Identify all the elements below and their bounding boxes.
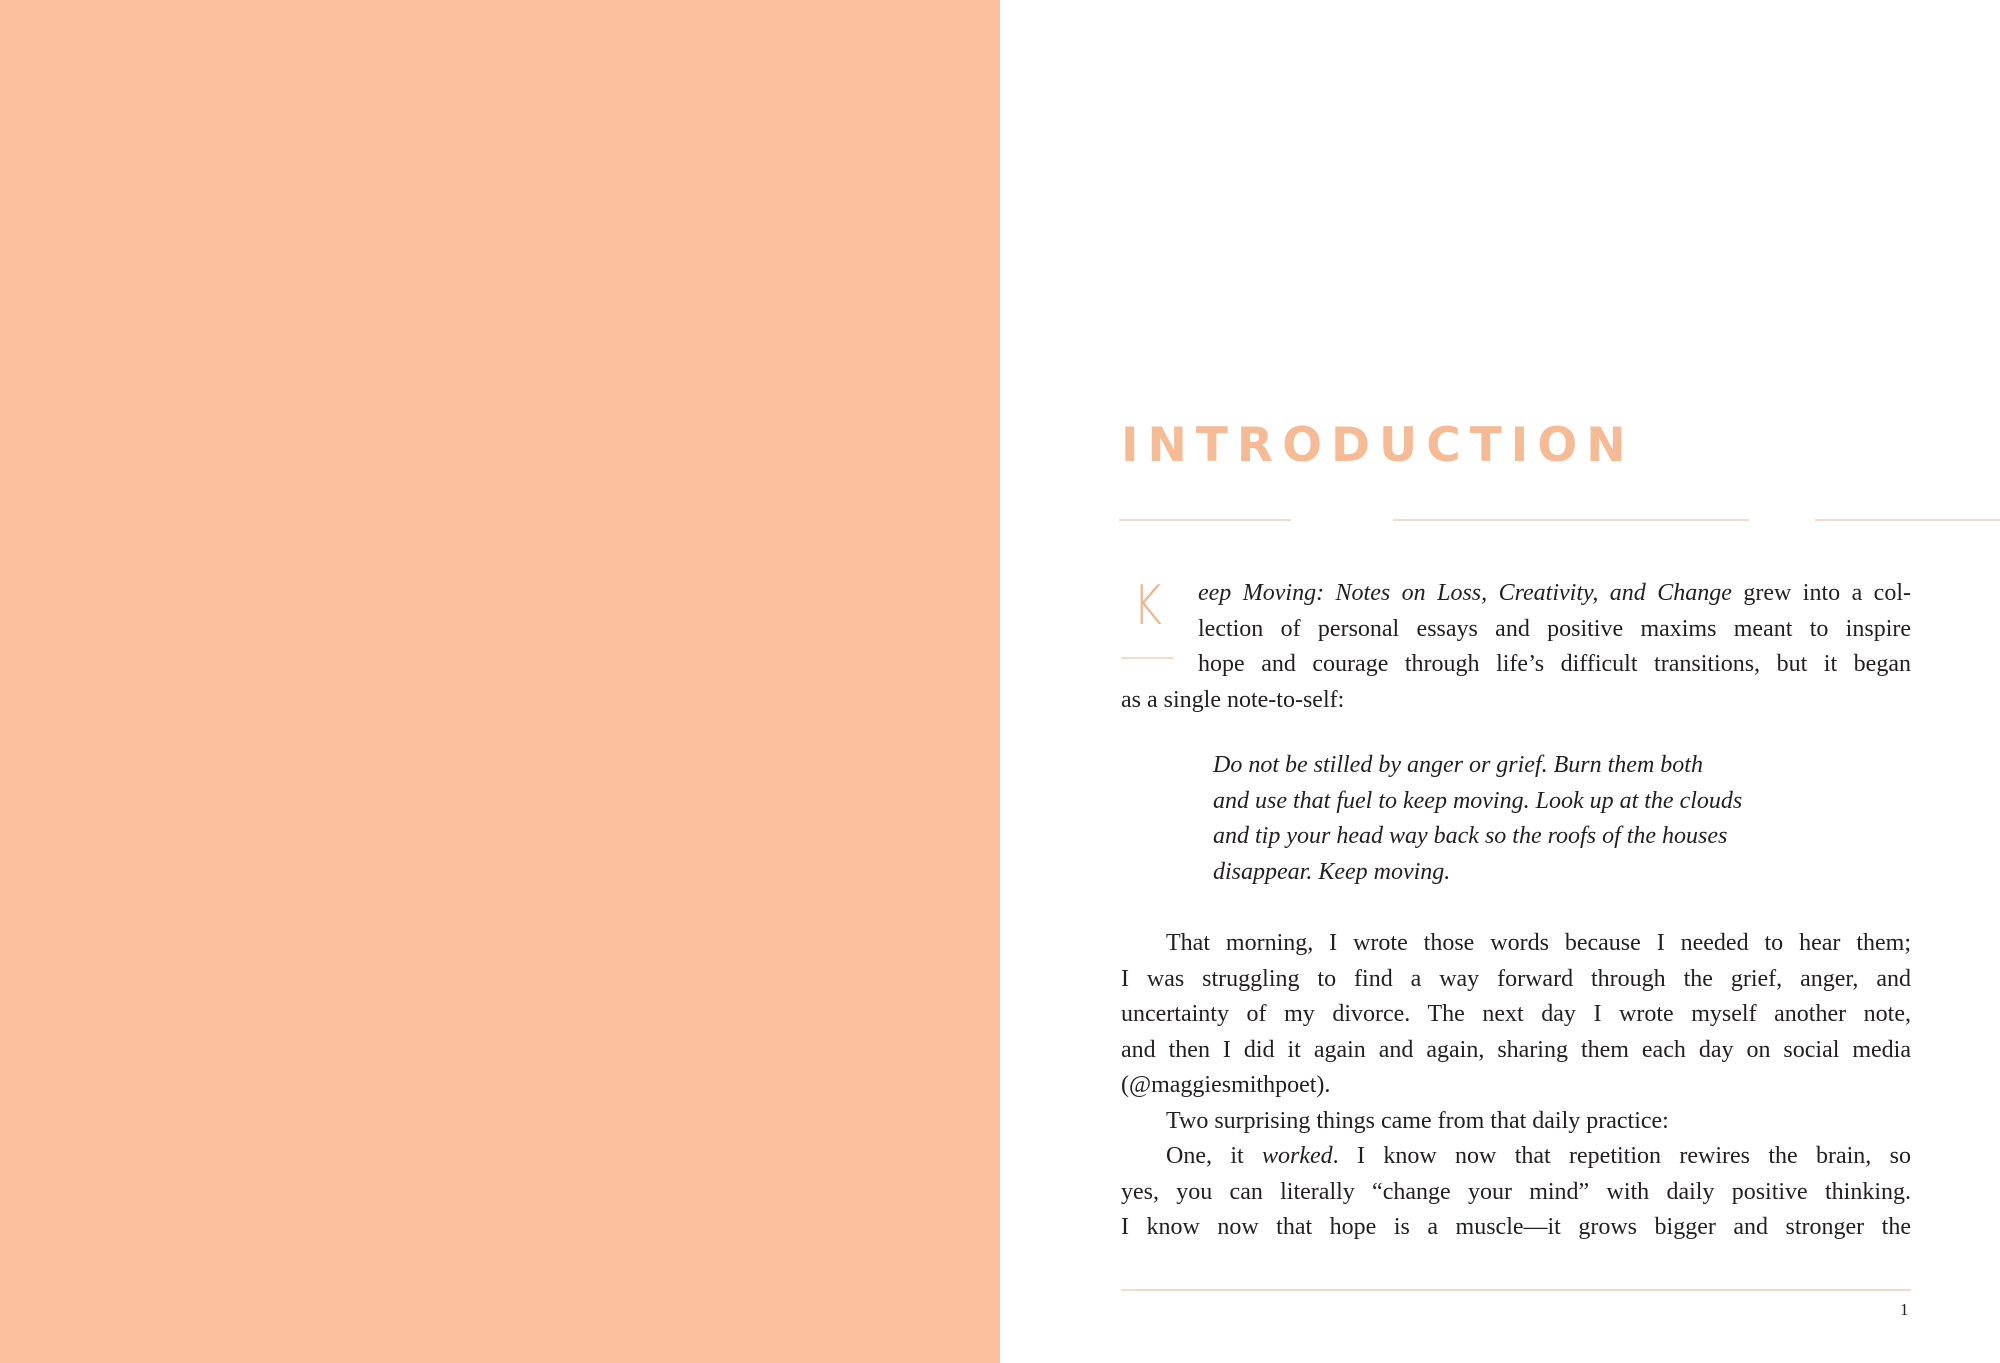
text-run: and then I did it again and again, sharing them each day on social media: [1121, 1036, 1911, 1063]
text-run: eep Moving: Notes on Loss, Creativity, and Change: [1198, 580, 1732, 606]
text-run: That morning, I wrote those words because I needed to hear them;: [1166, 930, 1911, 956]
text-line: [1166, 928, 1911, 958]
divider-rule: [1119, 519, 1291, 521]
drop-cap: K: [1133, 574, 1163, 637]
text-line: [1166, 1141, 1911, 1171]
text-run: One, it: [1166, 1143, 1263, 1169]
text-line: [1198, 614, 1911, 644]
text-run: as a single note-to-self:: [1121, 686, 1345, 713]
text-run: grew into a col-: [1731, 580, 1911, 606]
text-line: [1121, 999, 1911, 1029]
text-run: yes, you can literally “change your mind” with daily positive thinking.: [1121, 1178, 1911, 1205]
text-run: (@maggiesmithpoet).: [1121, 1072, 1331, 1098]
text-line: [1121, 1177, 1911, 1207]
text-line: [1121, 1035, 1911, 1065]
text-line: [1121, 685, 1911, 715]
quote-line: and use that fuel to keep moving. Look up at the clouds: [1213, 787, 1743, 814]
text-line: [1121, 1212, 1911, 1242]
text-run: uncertainty of my divorce. The next day I wrote myself another note,: [1121, 1001, 1911, 1027]
quote-line: Do not be stilled by anger or grief. Burn them both: [1213, 752, 1703, 778]
page-number: 1: [1900, 1300, 1909, 1319]
drop-cap-rule: [1121, 657, 1173, 659]
text-run: . I know now that repetition rewires the brain, so: [1332, 1143, 1911, 1169]
footer-rule: [1121, 1289, 1911, 1291]
chapter-title: INTRODUCTION: [1121, 418, 1635, 473]
text-run: hope and courage through life’s difficult transitions, but it began: [1198, 651, 1911, 677]
divider-rule: [1393, 519, 1749, 521]
text-line: [1121, 1070, 1911, 1100]
text-run: worked: [1262, 1143, 1333, 1169]
divider-rule: [1815, 519, 2000, 521]
text-line: [1121, 964, 1911, 994]
text-run: Two surprising things came from that daily practice:: [1166, 1107, 1669, 1134]
text-line: [1198, 649, 1911, 679]
text-run: I was struggling to find a way forward through the grief, anger, and: [1121, 965, 1911, 992]
quote-line: and tip your head way back so the roofs of the houses: [1213, 823, 1728, 849]
text-run: I know now that hope is a muscle—it grows bigger and stronger the: [1121, 1214, 1911, 1240]
quote-line: disappear. Keep moving.: [1213, 858, 1451, 885]
text-line: [1198, 578, 1911, 608]
text-run: lection of personal essays and positive maxims meant to inspire: [1198, 615, 1911, 642]
text-line: [1166, 1106, 1911, 1136]
